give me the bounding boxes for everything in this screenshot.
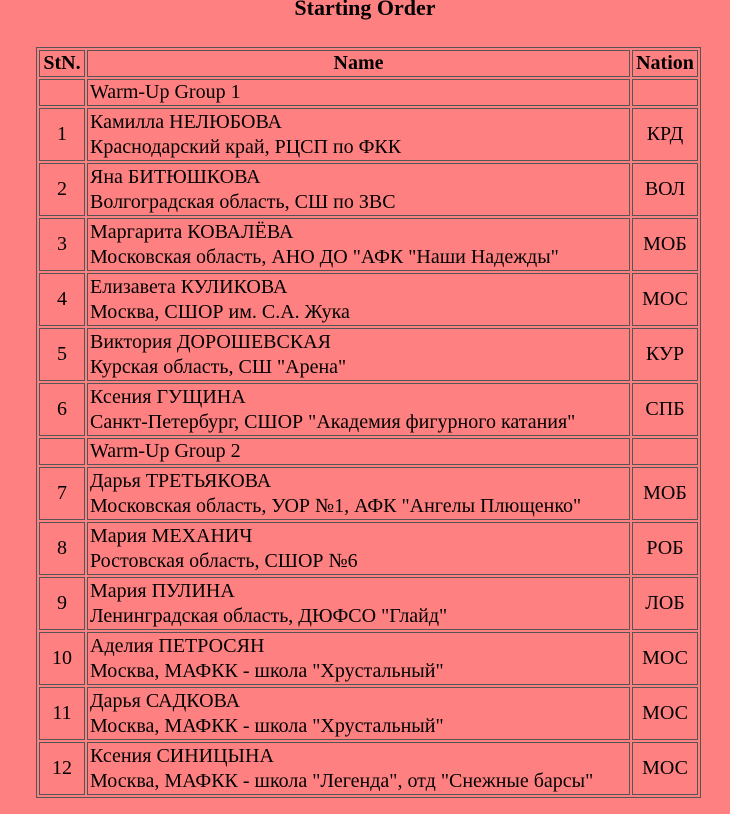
skater-club: Краснодарский край, РЦСП по ФКК [90,135,402,158]
start-number: 3 [39,218,85,271]
warmup-group-row [39,79,698,106]
skater-club: Московская область, АНО ДО "АФК "Наши Надежды" [90,245,559,268]
start-number: 11 [39,687,85,740]
skater-row [39,742,698,795]
skater-cell [87,742,630,795]
skater-cell [87,163,630,216]
skater-row [39,383,698,436]
nation-code: МОС [632,742,698,795]
start-number: 4 [39,273,85,326]
skater-row [39,632,698,685]
start-number: 1 [39,108,85,161]
start-number: 10 [39,632,85,685]
nation-code: МОС [632,687,698,740]
skater-club: Московская область, УОР №1, АФК "Ангелы Плющенко" [90,494,582,517]
skater-name: Маргарита КОВАЛЁВА [90,220,294,243]
nation-code: РОБ [632,522,698,575]
group-stn-cell [39,438,85,465]
group-stn-cell [39,79,85,106]
skater-club: Москва, МАФКК - школа "Хрустальный" [90,659,444,682]
skater-club: Москва, МАФКК - школа "Легенда", отд "Снежные барсы" [90,769,594,792]
skater-cell [87,273,630,326]
start-number: 9 [39,577,85,630]
skater-name: Ксения ГУЩИНА [90,385,246,408]
nation-code: СПБ [632,383,698,436]
skater-name: Елизавета КУЛИКОВА [90,275,288,298]
start-number: 8 [39,522,85,575]
start-number: 2 [39,163,85,216]
skater-name: Камилла НЕЛЮБОВА [90,110,282,133]
group-nation-cell [632,438,698,465]
skater-name: Ксения СИНИЦЫНА [90,744,274,767]
skater-row [39,467,698,520]
header-nation: Nation [632,50,698,77]
skater-name: Мария ПУЛИНА [90,579,235,602]
start-number: 5 [39,328,85,381]
skater-row [39,218,698,271]
skater-row [39,687,698,740]
skater-row [39,273,698,326]
skater-club: Москва, МАФКК - школа "Хрустальный" [90,714,444,737]
skater-cell [87,687,630,740]
group-nation-cell [632,79,698,106]
skater-name: Мария МЕХАНИЧ [90,524,253,547]
nation-code: ЛОБ [632,577,698,630]
skater-club: Москва, СШОР им. С.А. Жука [90,300,350,323]
skater-name: Дарья ТРЕТЬЯКОВА [90,469,272,492]
start-number: 12 [39,742,85,795]
nation-code: КРД [632,108,698,161]
skater-cell [87,632,630,685]
skater-row [39,108,698,161]
nation-code: МОБ [632,218,698,271]
skater-row [39,577,698,630]
skater-row [39,522,698,575]
warmup-group-row [39,438,698,465]
skater-name: Виктория ДОРОШЕВСКАЯ [90,330,331,353]
nation-code: МОС [632,273,698,326]
skater-cell [87,108,630,161]
start-number: 7 [39,467,85,520]
nation-code: МОБ [632,467,698,520]
skater-row [39,163,698,216]
header-name: Name [87,50,630,77]
starting-order-table [36,47,701,798]
nation-code: КУР [632,328,698,381]
skater-cell [87,577,630,630]
page-title: Starting Order [294,0,436,20]
skater-club: Курская область, СШ "Арена" [90,355,347,378]
skater-club: Ростовская область, СШОР №6 [90,549,358,572]
skater-cell [87,522,630,575]
skater-name: Дарья САДКОВА [90,689,241,712]
skater-name: Яна БИТЮШКОВА [90,165,261,188]
group-label: Warm-Up Group 1 [87,79,630,106]
start-number: 6 [39,383,85,436]
skater-club: Санкт-Петербург, СШОР "Академия фигурного катания" [90,410,576,433]
skater-row [39,328,698,381]
skater-cell [87,383,630,436]
nation-code: ВОЛ [632,163,698,216]
group-label: Warm-Up Group 2 [87,438,630,465]
header-stn: StN. [39,50,85,77]
skater-club: Волгоградская область, СШ по ЗВС [90,190,396,213]
skater-club: Ленинградская область, ДЮФСО "Глайд" [90,604,448,627]
skater-cell [87,218,630,271]
header-row [39,50,698,77]
nation-code: МОС [632,632,698,685]
skater-name: Аделия ПЕТРОСЯН [90,634,265,657]
skater-cell [87,467,630,520]
skater-cell [87,328,630,381]
